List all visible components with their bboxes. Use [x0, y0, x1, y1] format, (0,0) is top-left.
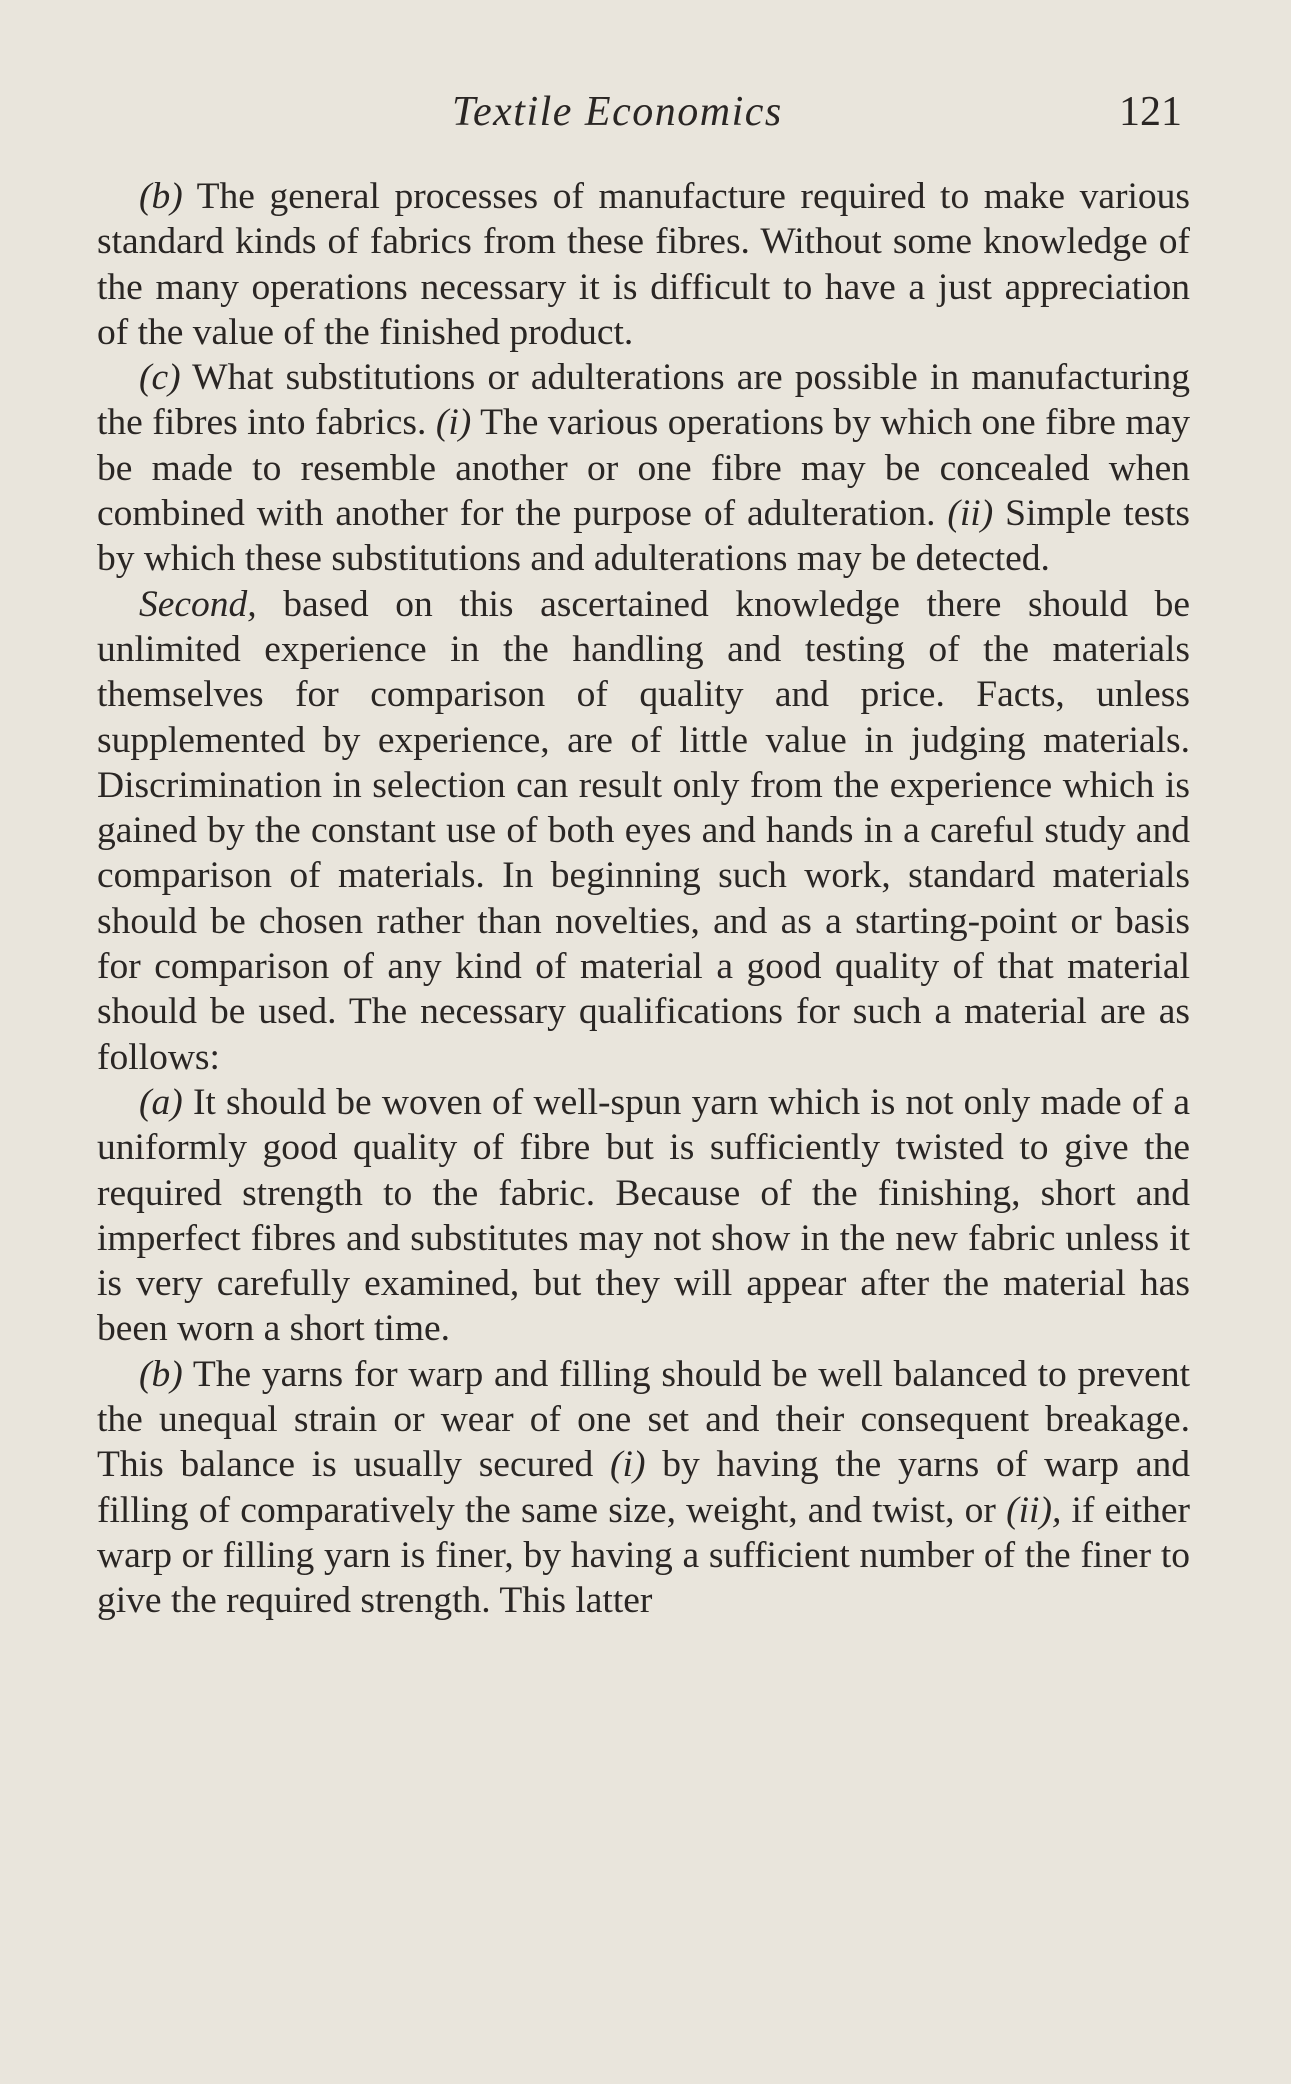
paragraph-text: The yarns for warp and filling should be well balanced to prevent the unequal strain or wear of one set and their consequent breakage. This balance is usually secured [97, 1353, 1190, 1486]
body-text [97, 174, 1190, 1624]
sub-label-ii: (ii) [947, 493, 994, 535]
paragraph-label: (b) [139, 1353, 183, 1395]
paragraph-text: Simple tests by which these substitutions and adulterations may be detected. [97, 493, 1190, 580]
paragraph-text: The various operations by which one fibre may be made to resemble another or one fibre may be concealed when combined with another for the purpose of adulteration. [97, 402, 1191, 535]
sub-label-i: (i) [435, 402, 472, 444]
paragraph-text: based on this ascertained knowledge there should be unlimited experience in the handling and testing of the materials themselves for comparison of quality and price. Facts, unless supplemented by experience, are of little value in judging materials. Discrimination in selection can result only from the experience which is gained by the constant use of both eyes and hands in a careful study and comparison of materials. In beginning such work, standard materials should be chosen rather than novelties, and as a starting-point or basis for comparison of any kind of material a good quality of that material should be used. The necessary qualifications for such a material are as follows: [97, 583, 1190, 1078]
paragraph-b-processes [97, 174, 1190, 355]
paragraph-label: (b) [139, 176, 183, 217]
paragraph-text: by having the yarns of warp and filling of comparatively the same size, weight, and twist, or [97, 1444, 1191, 1531]
paragraph-second [97, 582, 1190, 1080]
paragraph-text: if either warp or filling yarn is finer, by having a sufficient number of the finer to give the required strength. This latter [97, 1489, 1191, 1622]
sub-label-ii: (ii), [1006, 1489, 1062, 1531]
paragraph-text: It should be woven of well-spun yarn which is not only made of a uniformly good quality of fibre but is sufficiently twisted to give the required strength to the fabric. Because of the finishing, short and imperfect fibres and substitutes may not show in the new fabric unless it is very carefully examined, but they will appear after the material has been worn a short time. [97, 1081, 1190, 1350]
paragraph-label: Second, [139, 583, 257, 625]
page-number: 121 [1119, 89, 1182, 135]
running-title: Textile Economics [452, 89, 783, 135]
page-header [97, 88, 1190, 148]
sub-label-i: (i) [610, 1444, 646, 1486]
paragraph-label: (a) [139, 1081, 183, 1123]
paragraph-text: The general processes of manufacture required to make various standard kinds of fabrics from these fibres. Without some knowledge of the many operations necessary it is difficult to have a just appreciation of the value of the finished product. [97, 176, 1190, 353]
paragraph-text: What substitutions or adulterations are possible in manufacturing the fibres into fabrics. [97, 357, 1190, 444]
paragraph-a-yarn [97, 1080, 1190, 1352]
paragraph-c-substitutions [97, 355, 1190, 581]
paragraph-b-balance [97, 1352, 1190, 1624]
paragraph-label: (c) [139, 357, 181, 399]
